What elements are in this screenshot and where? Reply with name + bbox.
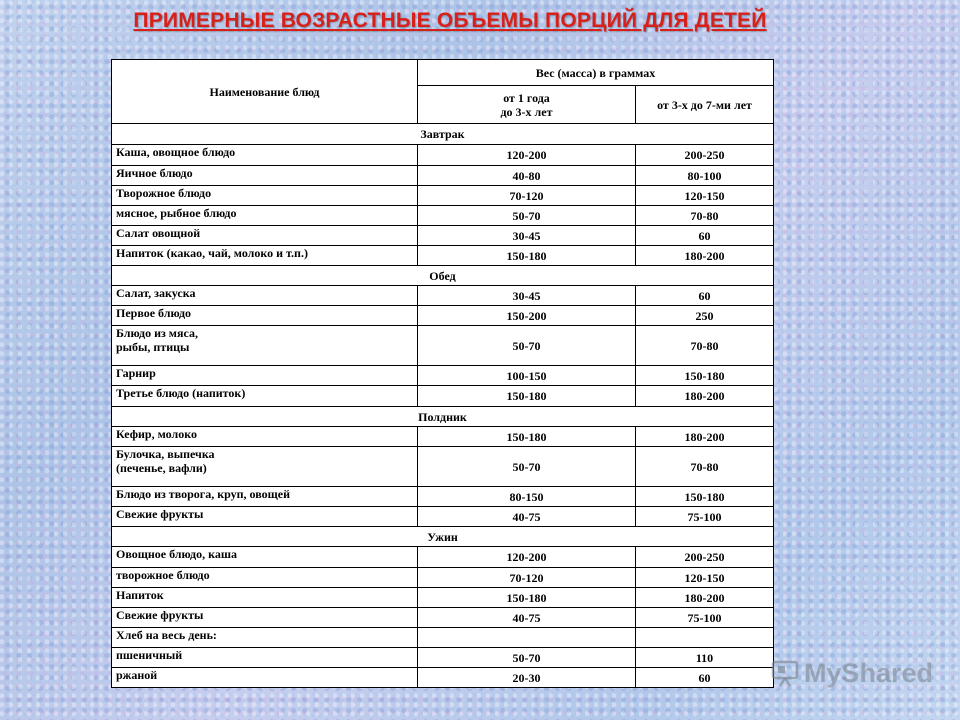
dish-name xyxy=(112,326,418,366)
table-row xyxy=(112,286,774,306)
dish-name: ржаной xyxy=(112,668,418,688)
portion-age-3-7: 60 xyxy=(636,226,774,246)
portion-age-1-3: 50-70 xyxy=(418,206,636,226)
dish-name: пшеничный xyxy=(112,648,418,668)
dish-name: Свежие фрукты xyxy=(112,608,418,628)
portion-age-1-3: 50-70 xyxy=(418,326,636,366)
dish-name: Овощное блюдо, каша xyxy=(112,547,418,568)
portion-age-1-3: 150-180 xyxy=(418,246,636,266)
dish-name: Блюдо из творога, круп, овощей xyxy=(112,487,418,507)
table-row xyxy=(112,487,774,507)
age-1-3-line2: до 3-х лет xyxy=(500,104,553,119)
dish-name-header: Наименование блюд xyxy=(112,60,418,124)
portion-age-3-7: 80-100 xyxy=(636,166,774,186)
portion-age-1-3: 70-120 xyxy=(418,186,636,206)
table-row xyxy=(112,186,774,206)
table-row xyxy=(112,447,774,487)
dish-name: Салат, закуска xyxy=(112,286,418,306)
portion-age-3-7: 180-200 xyxy=(636,427,774,447)
table-row xyxy=(112,206,774,226)
table-row xyxy=(112,226,774,246)
dish-name: Творожное блюдо xyxy=(112,186,418,206)
dish-name: Каша, овощное блюдо xyxy=(112,145,418,166)
portion-age-3-7: 250 xyxy=(636,306,774,326)
dish-name: мясное, рыбное блюдо xyxy=(112,206,418,226)
presentation-board-icon xyxy=(770,658,800,688)
table-row xyxy=(112,166,774,186)
portion-age-1-3: 150-180 xyxy=(418,427,636,447)
table-row xyxy=(112,145,774,166)
portion-age-3-7: 200-250 xyxy=(636,145,774,166)
dish-name: Салат овощной xyxy=(112,226,418,246)
portion-age-3-7: 60 xyxy=(636,668,774,688)
portion-age-3-7: 180-200 xyxy=(636,588,774,608)
portion-age-3-7: 60 xyxy=(636,286,774,306)
table-row xyxy=(112,326,774,366)
portion-age-1-3: 40-75 xyxy=(418,507,636,527)
portion-age-3-7: 75-100 xyxy=(636,507,774,527)
dish-name: Напиток (какао, чай, молоко и т.п.) xyxy=(112,246,418,266)
dish-name: Свежие фрукты xyxy=(112,507,418,527)
dish-name: Кефир, молоко xyxy=(112,427,418,447)
section-row xyxy=(112,527,774,547)
dish-name-line1: Блюдо из мяса, xyxy=(116,326,198,340)
portion-age-1-3: 150-180 xyxy=(418,588,636,608)
dish-name-line2: (печенье, вафли) xyxy=(116,461,207,475)
portion-age-3-7: 75-100 xyxy=(636,608,774,628)
portion-age-1-3: 150-200 xyxy=(418,306,636,326)
portion-age-1-3: 30-45 xyxy=(418,226,636,246)
dish-name-line1: Булочка, выпечка xyxy=(116,447,215,461)
portion-age-3-7: 120-150 xyxy=(636,568,774,588)
portion-age-3-7: 70-80 xyxy=(636,326,774,366)
dish-name: Напиток xyxy=(112,588,418,608)
section-label: Обед xyxy=(112,266,774,286)
portion-age-3-7: 120-150 xyxy=(636,186,774,206)
portion-age-3-7 xyxy=(636,628,774,648)
age-1-3-line1: от 1 года xyxy=(503,90,550,105)
portion-age-1-3: 120-200 xyxy=(418,547,636,568)
age-3-7-header: от 3-х до 7-ми лет xyxy=(636,86,774,124)
age-1-3-header xyxy=(418,86,636,124)
dish-name xyxy=(112,447,418,487)
portion-age-1-3: 150-180 xyxy=(418,386,636,407)
portion-age-3-7: 180-200 xyxy=(636,246,774,266)
dish-name: творожное блюдо xyxy=(112,568,418,588)
dish-name: Яичное блюдо xyxy=(112,166,418,186)
section-row xyxy=(112,407,774,427)
table-row xyxy=(112,608,774,628)
section-row xyxy=(112,266,774,286)
table-row xyxy=(112,547,774,568)
portion-age-3-7: 150-180 xyxy=(636,366,774,386)
table-row xyxy=(112,648,774,668)
portion-age-1-3: 50-70 xyxy=(418,447,636,487)
table-row xyxy=(112,588,774,608)
table-row xyxy=(112,568,774,588)
table-row xyxy=(112,246,774,266)
table-row xyxy=(112,427,774,447)
weight-header: Вес (масса) в граммах xyxy=(418,60,774,86)
table-row xyxy=(112,386,774,407)
watermark-text: MyShared xyxy=(804,657,934,688)
dish-name: Гарнир xyxy=(112,366,418,386)
portion-age-1-3: 80-150 xyxy=(418,487,636,507)
portion-age-1-3: 120-200 xyxy=(418,145,636,166)
portion-age-3-7: 180-200 xyxy=(636,386,774,407)
table-row xyxy=(112,366,774,386)
page-title: ПРИМЕРНЫЕ ВОЗРАСТНЫЕ ОБЪЕМЫ ПОРЦИЙ ДЛЯ ДЕТЕЙ xyxy=(133,9,767,32)
portion-age-1-3: 40-75 xyxy=(418,608,636,628)
portion-age-3-7: 70-80 xyxy=(636,206,774,226)
portion-age-1-3: 70-120 xyxy=(418,568,636,588)
portion-table xyxy=(111,59,774,688)
portion-age-3-7: 200-250 xyxy=(636,547,774,568)
portion-age-1-3: 30-45 xyxy=(418,286,636,306)
table-row xyxy=(112,306,774,326)
section-label: Завтрак xyxy=(112,124,774,145)
portion-age-1-3: 50-70 xyxy=(418,648,636,668)
dish-name-line2: рыбы, птицы xyxy=(116,340,190,354)
dish-name: Хлеб на весь день: xyxy=(112,628,418,648)
dish-name: Первое блюдо xyxy=(112,306,418,326)
table-row xyxy=(112,628,774,648)
dish-name: Третье блюдо (напиток) xyxy=(112,386,418,407)
portion-age-3-7: 70-80 xyxy=(636,447,774,487)
section-row xyxy=(112,124,774,145)
portion-age-1-3: 40-80 xyxy=(418,166,636,186)
portion-age-1-3: 100-150 xyxy=(418,366,636,386)
table-body xyxy=(112,124,774,688)
portion-age-1-3: 20-30 xyxy=(418,668,636,688)
table-row xyxy=(112,668,774,688)
portion-age-3-7: 150-180 xyxy=(636,487,774,507)
section-label: Полдник xyxy=(112,407,774,427)
section-label: Ужин xyxy=(112,527,774,547)
portion-age-3-7: 110 xyxy=(636,648,774,668)
watermark xyxy=(770,656,933,690)
portion-age-1-3 xyxy=(418,628,636,648)
table-row xyxy=(112,507,774,527)
